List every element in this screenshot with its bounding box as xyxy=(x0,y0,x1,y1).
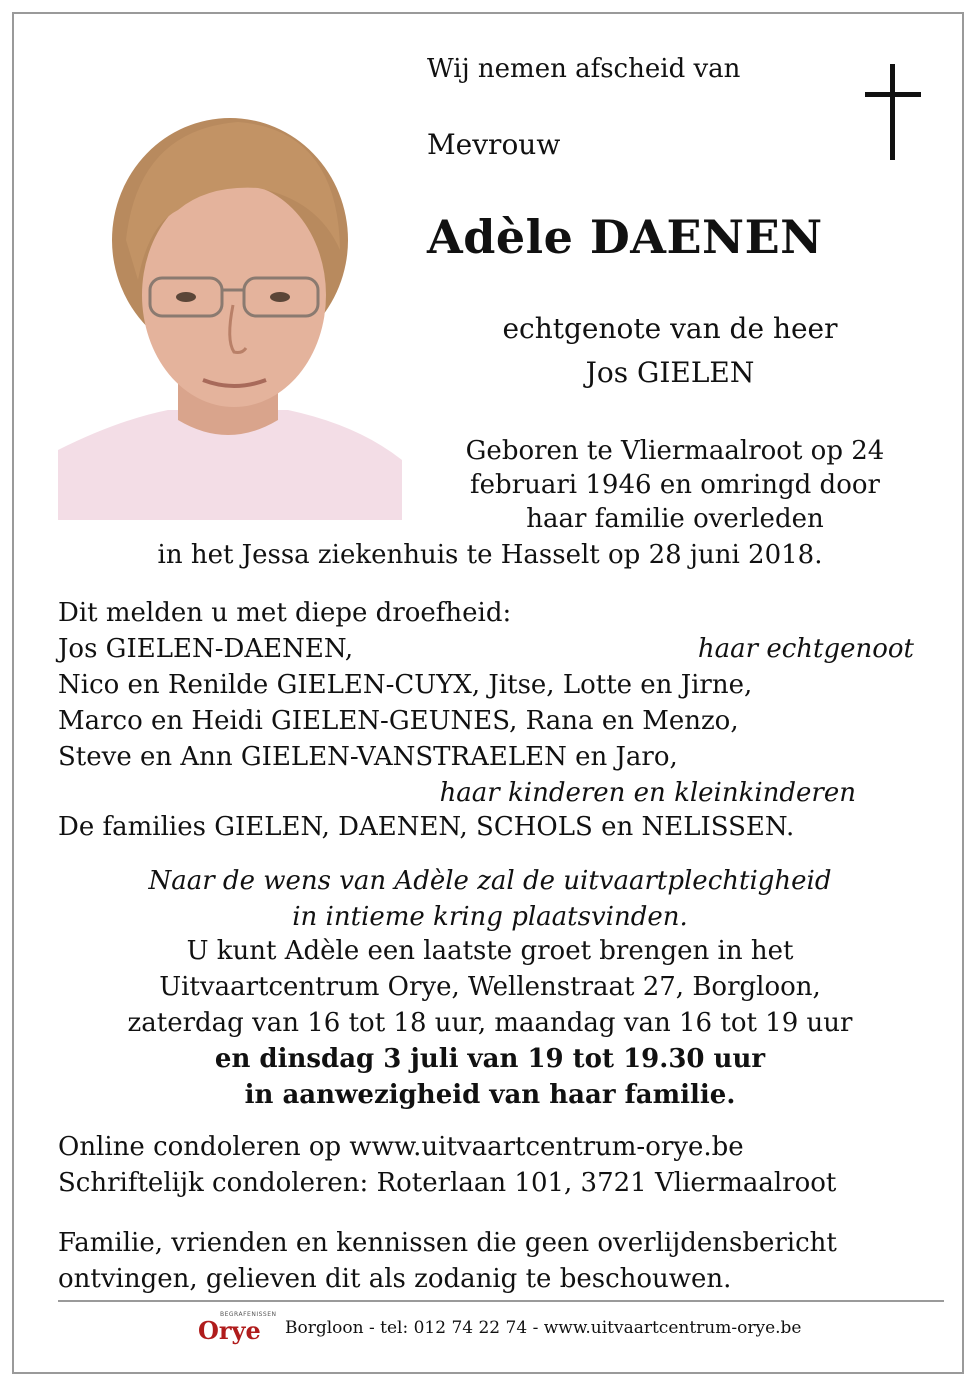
spouse-line-2: Jos GIELEN xyxy=(585,356,755,389)
ceremony-visit-1: U kunt Adèle een laatste groet brengen in het xyxy=(186,936,794,966)
mourner-spouse-role: haar echtgenoot xyxy=(697,634,914,664)
birth-line-2: februari 1946 en omringd door xyxy=(470,470,880,500)
birth-line-3: haar familie overleden xyxy=(526,504,824,534)
ceremony-wish-2: in intieme kring plaatsvinden. xyxy=(292,902,688,932)
condolences-online: Online condoleren op www.uitvaartcentrum-orye.be xyxy=(58,1132,744,1162)
logo-text: Orye xyxy=(198,1316,261,1345)
mourner-children-line: Nico en Renilde GIELEN-CUYX, Jitse, Lotte en Jirne, xyxy=(58,670,753,700)
condolences-written: Schriftelijk condoleren: Roterlaan 101, 3721 Vliermaalroot xyxy=(58,1168,837,1198)
cross-icon xyxy=(865,64,921,160)
ceremony-visit-4: en dinsdag 3 juli van 19 tot 19.30 uur xyxy=(214,1044,766,1074)
mourner-children-line: Steve en Ann GIELEN-VANSTRAELEN en Jaro, xyxy=(58,742,678,772)
ceremony-visit-2: Uitvaartcentrum Orye, Wellenstraat 27, Borgloon, xyxy=(159,972,821,1002)
birth-line-4: in het Jessa ziekenhuis te Hasselt op 28 juni 2018. xyxy=(157,540,823,570)
spouse-line-1: echtgenote van de heer xyxy=(502,312,838,345)
portrait-photo xyxy=(58,90,402,520)
closing-line-1: Familie, vrienden en kennissen die geen overlijdensbericht xyxy=(58,1228,837,1258)
birth-line-1: Geboren te Vliermaalroot op 24 xyxy=(465,436,885,466)
footer-divider xyxy=(58,1300,944,1302)
orye-logo xyxy=(198,1311,277,1345)
title-text: Mevrouw xyxy=(427,128,561,161)
ceremony-visit-3: zaterdag van 16 tot 18 uur, maandag van 16 tot 19 uur xyxy=(127,1008,853,1038)
ceremony-wish-1: Naar de wens van Adèle zal de uitvaartplechtigheid xyxy=(148,866,832,896)
logo-subtext: BEGRAFENISSEN xyxy=(220,1311,277,1318)
mourner-children-role: haar kinderen en kleinkinderen xyxy=(439,778,856,808)
deceased-name: Adèle DAENEN xyxy=(427,210,823,264)
mourner-spouse-name: Jos GIELEN-DAENEN, xyxy=(58,634,354,664)
mourner-children-line: Marco en Heidi GIELEN-GEUNES, Rana en Menzo, xyxy=(58,706,739,736)
mourners-intro: Dit melden u met diepe droefheid: xyxy=(58,598,512,628)
ceremony-visit-5: in aanwezigheid van haar familie. xyxy=(244,1080,736,1110)
footer-contact: Borgloon - tel: 012 74 22 74 - www.uitvaartcentrum-orye.be xyxy=(285,1318,802,1338)
closing-line-2: ontvingen, gelieven dit als zodanig te beschouwen. xyxy=(58,1264,732,1294)
mourner-families: De families GIELEN, DAENEN, SCHOLS en NELISSEN. xyxy=(58,812,795,842)
intro-text: Wij nemen afscheid van xyxy=(427,54,741,84)
